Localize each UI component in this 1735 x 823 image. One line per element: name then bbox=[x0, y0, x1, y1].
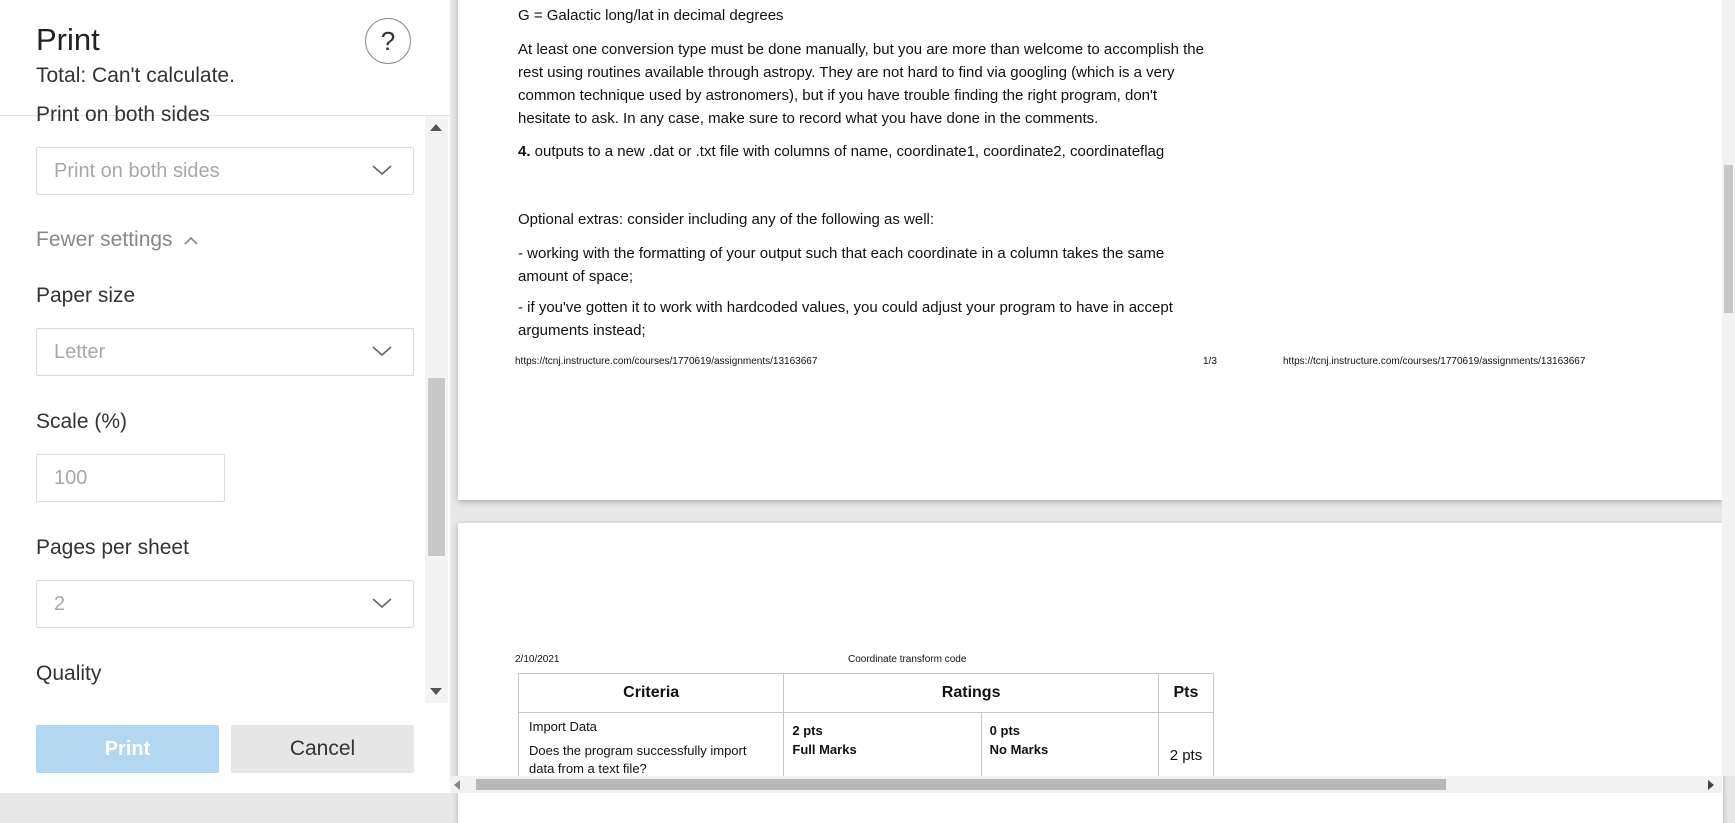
panel-footer bbox=[0, 703, 450, 793]
header-pts: Pts bbox=[1158, 674, 1213, 713]
preview-vertical-scrollbar[interactable] bbox=[1722, 0, 1735, 776]
settings-scrollbar[interactable] bbox=[425, 116, 448, 703]
panel-header bbox=[0, 0, 450, 116]
duplex-value: Print on both sides bbox=[54, 160, 220, 182]
print-preview bbox=[450, 0, 1735, 793]
scrollbar-thumb[interactable] bbox=[476, 779, 1446, 790]
paper-size-select[interactable] bbox=[36, 328, 414, 376]
duplex-label: Print on both sides bbox=[36, 103, 210, 126]
chevron-down-icon bbox=[371, 592, 393, 614]
quality-label: Quality bbox=[36, 662, 102, 685]
line-galactic: G = Galactic long/lat in decimal degrees bbox=[518, 7, 784, 24]
item-4: 4. outputs to a new .dat or .txt file with columns of name, coordinate1, coordinate2, coordinateflag bbox=[518, 143, 1165, 160]
optional-extras: Optional extras: consider including any of the following as well: bbox=[518, 211, 935, 228]
pages-per-sheet-select[interactable] bbox=[36, 580, 414, 628]
paragraph-conversion: At least one conversion type must be done manually, but you are more than welcome to accomplish the rest using routines available through astropy. They are not hard to find via googling (which is a very common technique used by astronomers), but if you have trouble finding the right program, don't hesitate to ask. In any case, make sure to record what you have done in the comments. bbox=[518, 41, 1204, 127]
rating-full: 2 pts Full Marks bbox=[784, 713, 981, 786]
chevron-up-icon bbox=[184, 235, 198, 245]
print-title: Print bbox=[36, 22, 100, 57]
fewer-settings-toggle[interactable] bbox=[36, 228, 198, 252]
extra-1: - working with the formatting of your output such that each coordinate in a column takes the same amount of space; bbox=[518, 245, 1165, 285]
table-header-row bbox=[519, 674, 1214, 713]
criteria-cell bbox=[519, 713, 784, 786]
print-total: Total: Can't calculate. bbox=[36, 64, 235, 87]
scroll-right-icon[interactable] bbox=[1708, 780, 1714, 790]
help-button[interactable] bbox=[365, 18, 411, 64]
criteria-desc: Does the program successfully import data from a text file? bbox=[529, 743, 747, 776]
scrollbar-thumb[interactable] bbox=[428, 378, 445, 556]
pages-per-sheet-value: 2 bbox=[54, 593, 66, 615]
print-button[interactable]: Print bbox=[36, 725, 219, 773]
scale-value: 100 bbox=[54, 467, 88, 489]
page-date: 2/10/2021 bbox=[515, 654, 560, 665]
cancel-button[interactable]: Cancel bbox=[231, 725, 414, 773]
extra-2: - if you've gotten it to work with hardcoded values, you could adjust your program to have in accept arguments instead; bbox=[518, 299, 1173, 339]
table-row bbox=[519, 713, 1214, 786]
settings-list bbox=[0, 103, 425, 703]
print-panel bbox=[0, 0, 450, 793]
scale-input[interactable] bbox=[36, 454, 225, 502]
header-ratings: Ratings bbox=[784, 674, 1159, 713]
scroll-up-icon[interactable] bbox=[430, 124, 442, 131]
footer-url-left: https://tcnj.instructure.com/courses/1770619/assignments/13163667 bbox=[515, 356, 818, 367]
pts-cell: 2 pts bbox=[1158, 713, 1213, 786]
scroll-left-icon[interactable] bbox=[454, 780, 460, 790]
scroll-down-icon[interactable] bbox=[430, 688, 442, 695]
rating-none: 0 pts No Marks bbox=[981, 713, 1158, 786]
rubric-table bbox=[518, 673, 1214, 786]
scale-label: Scale (%) bbox=[36, 410, 128, 433]
chevron-down-icon bbox=[371, 340, 393, 362]
preview-page-1 bbox=[458, 0, 1723, 500]
help-icon: ? bbox=[380, 26, 396, 56]
scrollbar-thumb[interactable] bbox=[1724, 165, 1733, 313]
page-header-title: Coordinate transform code bbox=[848, 654, 967, 665]
preview-horizontal-scrollbar[interactable] bbox=[450, 776, 1722, 793]
paper-size-value: Letter bbox=[54, 341, 106, 363]
duplex-select[interactable] bbox=[36, 147, 414, 195]
criteria-title: Import Data bbox=[529, 719, 597, 734]
pages-per-sheet-label: Pages per sheet bbox=[36, 536, 189, 559]
fewer-settings-label: Fewer settings bbox=[36, 228, 173, 251]
footer-page-number: 1/3 bbox=[1203, 356, 1217, 367]
footer-url-right: https://tcnj.instructure.com/courses/1770619/assignments/13163667 bbox=[1283, 356, 1586, 367]
header-criteria: Criteria bbox=[519, 674, 784, 713]
chevron-down-icon bbox=[371, 159, 393, 181]
paper-size-label: Paper size bbox=[36, 284, 136, 307]
